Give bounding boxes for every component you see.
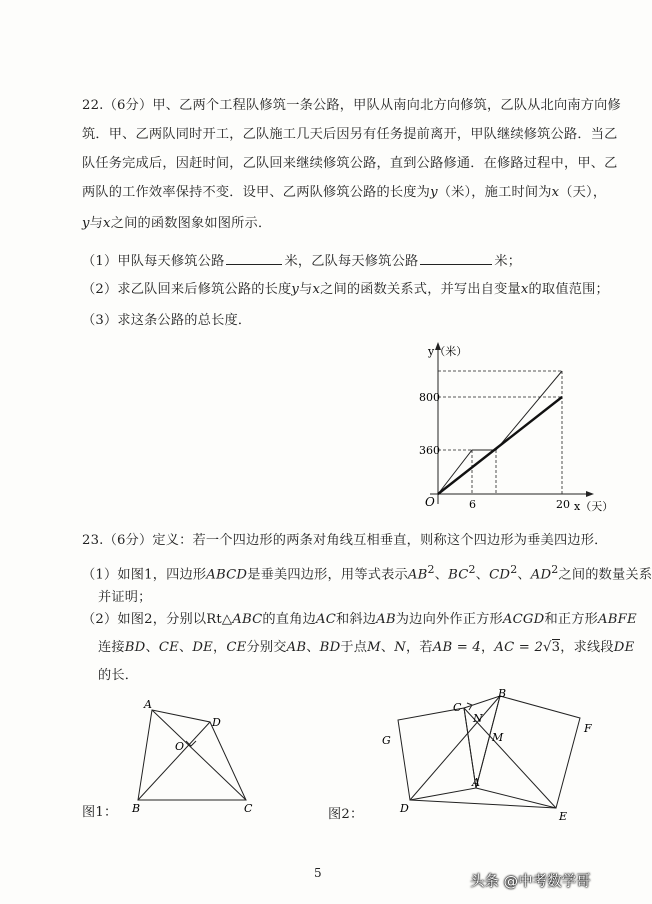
page-number: 5 [314, 866, 322, 880]
label-e: E [559, 810, 568, 823]
seg-de: DE [192, 640, 213, 655]
sq-cd: CD [489, 567, 511, 583]
q23-p2-line-3: 的长． [98, 668, 139, 683]
var-y: y [291, 282, 300, 297]
sq-abfe: ABFE [598, 612, 637, 627]
q23-p2-b: 的直角边 [262, 612, 316, 627]
label-c: C [244, 802, 253, 815]
label-d: D [400, 802, 409, 815]
sq-acgd: ACGD [502, 612, 545, 627]
var-y: y [82, 216, 90, 231]
unit-meter-text: （米），施工时间为 [437, 185, 552, 200]
q23-p2-l2-c: 分别交 [246, 640, 287, 655]
team-jia-line [438, 397, 562, 494]
sep: 、 [434, 567, 449, 583]
label-m: M [492, 731, 504, 744]
figure-1 [120, 698, 270, 823]
seg-de: DE [613, 640, 635, 655]
cond-ab: AB = 4 [432, 640, 481, 655]
unit-day-text: （天）， [559, 185, 607, 200]
q22-sub1-c: 米； [494, 254, 522, 269]
q22-line-1: 22.（6分）甲、乙两个工程队修筑一条公路，甲队从南向北方向修筑，乙队从北向南方向修 [82, 98, 621, 113]
q23-p2-l2-a: 连接 [98, 640, 125, 655]
x-tick-20: 20 [556, 498, 570, 511]
sep: 、 [145, 640, 159, 655]
var-x: x [312, 282, 321, 297]
var-x: x [551, 185, 560, 200]
x-tick-6: 6 [469, 498, 476, 511]
sep: 、 [380, 640, 395, 655]
q23-p1-b: 是垂美四边形，用等式表示 [247, 567, 408, 583]
q22-sub2-c: 之间的函数关系式，并写出自变量 [320, 282, 521, 297]
sq-ab: AB [407, 567, 428, 583]
q22-line-5-and: 与 [89, 216, 104, 231]
var-x: x [103, 216, 111, 231]
sep: 、 [475, 567, 490, 583]
seg-ab: AB [286, 640, 307, 655]
seg-bd: BD [319, 640, 341, 655]
square-abfe-shape [476, 696, 580, 808]
sep: 、 [306, 640, 320, 655]
seg-ab: AB [376, 612, 396, 627]
sq-bc: BC [448, 567, 469, 583]
q23-p2-c: 和斜边 [336, 612, 377, 627]
answer-blank-2[interactable] [420, 251, 492, 265]
label-f: F [584, 722, 592, 735]
y-tick-360: 360 [419, 444, 440, 457]
origin-label: O [425, 495, 435, 509]
answer-blank-1[interactable] [226, 251, 282, 265]
figure-1-caption: 图1： [82, 805, 118, 820]
x-axis-arrow-icon [586, 491, 594, 497]
q23-p1-c: 之间的数量关系 [558, 567, 652, 583]
q22-sub3: （3）求这条公路的总长度． [82, 313, 252, 328]
q22-line-4-text: 两队的工作效率保持不变．设甲、乙两队修筑公路的长度为 [82, 185, 431, 200]
q22-line-5-text: 之间的函数图象如图所示． [110, 216, 272, 231]
var-y: y [430, 185, 438, 200]
q23-p1: （1）如图1，四边形ABCD是垂美四边形，用等式表示$AB^2$、$BC^2$、$CD^2$、$AD^2$之间的数量关系 [82, 563, 652, 583]
team-yi-line [438, 371, 562, 494]
q22-sub2-d: 的取值范围； [528, 282, 609, 297]
q22-sub1 [82, 251, 521, 271]
q23-p2-line-2 [98, 639, 634, 657]
q23-p2-a: （2）如图2，分别以Rt△ [82, 612, 233, 627]
q23-line-1: 23.（6分）定义：若一个四边形的两条对角线互相垂直，则称这个四边形为垂美四边形． [82, 533, 608, 548]
y-axis-label: y（米） [428, 345, 468, 358]
diagonal-ac [152, 710, 246, 800]
q23-p2-l2-b: ， [212, 640, 227, 655]
label-o: O [175, 740, 185, 753]
label-d: D [212, 716, 221, 729]
tri-abc: ABC [232, 612, 263, 627]
q22-sub2-a: （2）求乙队回来后修筑公路的长度 [82, 282, 292, 297]
label-g: G [382, 734, 391, 747]
figure-2 [370, 686, 610, 826]
q23-p2 [82, 611, 637, 629]
q22-line-3: 队任务完成后，因赶时间，乙队回来继续修筑公路，直到公路修通．在修路过程中，甲、乙 [82, 156, 618, 171]
label-b: B [132, 802, 141, 815]
label-a: A [472, 776, 480, 789]
q22-line-4 [82, 184, 606, 202]
q22-line-5 [82, 215, 271, 233]
q23-p2-comma: ， [481, 640, 495, 655]
q22-sub2 [82, 281, 609, 299]
figure-2-caption: 图2： [328, 807, 364, 822]
sep: 、 [517, 567, 531, 583]
square-acgd-shape [398, 708, 476, 800]
q23-p2-l2-e: ，若 [405, 640, 433, 655]
quad-abcd: ABCD [206, 567, 248, 583]
q23-p2-e: 和正方形 [544, 612, 598, 627]
point-n: N [394, 640, 406, 655]
seg-bd: BD [124, 640, 146, 655]
seg-ce: CE [158, 640, 179, 655]
label-a: A [144, 698, 152, 711]
point-m: M [367, 640, 381, 655]
q23-p2-d: 为边向外作正方形 [395, 612, 503, 627]
sep: 、 [178, 640, 193, 655]
q22-function-graph [410, 338, 620, 518]
var-x: x [520, 282, 529, 297]
q22-sub2-b: 与 [299, 282, 313, 297]
sq-ad: AD [530, 567, 552, 583]
sqrt-icon: √ [543, 640, 552, 655]
label-b: B [498, 687, 507, 700]
seg-ac: AC [315, 612, 336, 627]
q22-sub1-a: （1）甲队每天修筑公路 [82, 254, 225, 269]
q23-p1-a: （1）如图1，四边形 [82, 567, 207, 583]
label-n: N [473, 712, 483, 725]
label-c: C [453, 701, 462, 714]
q23-p1-line-2: 并证明； [98, 590, 152, 605]
x-axis-label: x（天） [574, 500, 614, 513]
cond-ac: AC = 2 [494, 640, 544, 655]
q22-line-2: 筑．甲、乙两队同时开工，乙队施工几天后因另有任务提前离开，甲队继续修筑公路．当乙 [82, 127, 618, 142]
y-tick-800: 800 [419, 391, 440, 404]
quad-abcd-shape [138, 710, 246, 800]
q23-p2-l2-f: ，求线段 [560, 640, 614, 655]
q22-sub1-b: 米，乙队每天修筑公路 [284, 254, 419, 269]
segment-de [410, 800, 556, 808]
watermark: 头条 @中考数学哥 [470, 874, 591, 890]
seg-ce: CE [226, 640, 247, 655]
sqrt-radicand: 3 [551, 640, 561, 655]
q23-p2-l2-d: 于点 [340, 640, 368, 655]
